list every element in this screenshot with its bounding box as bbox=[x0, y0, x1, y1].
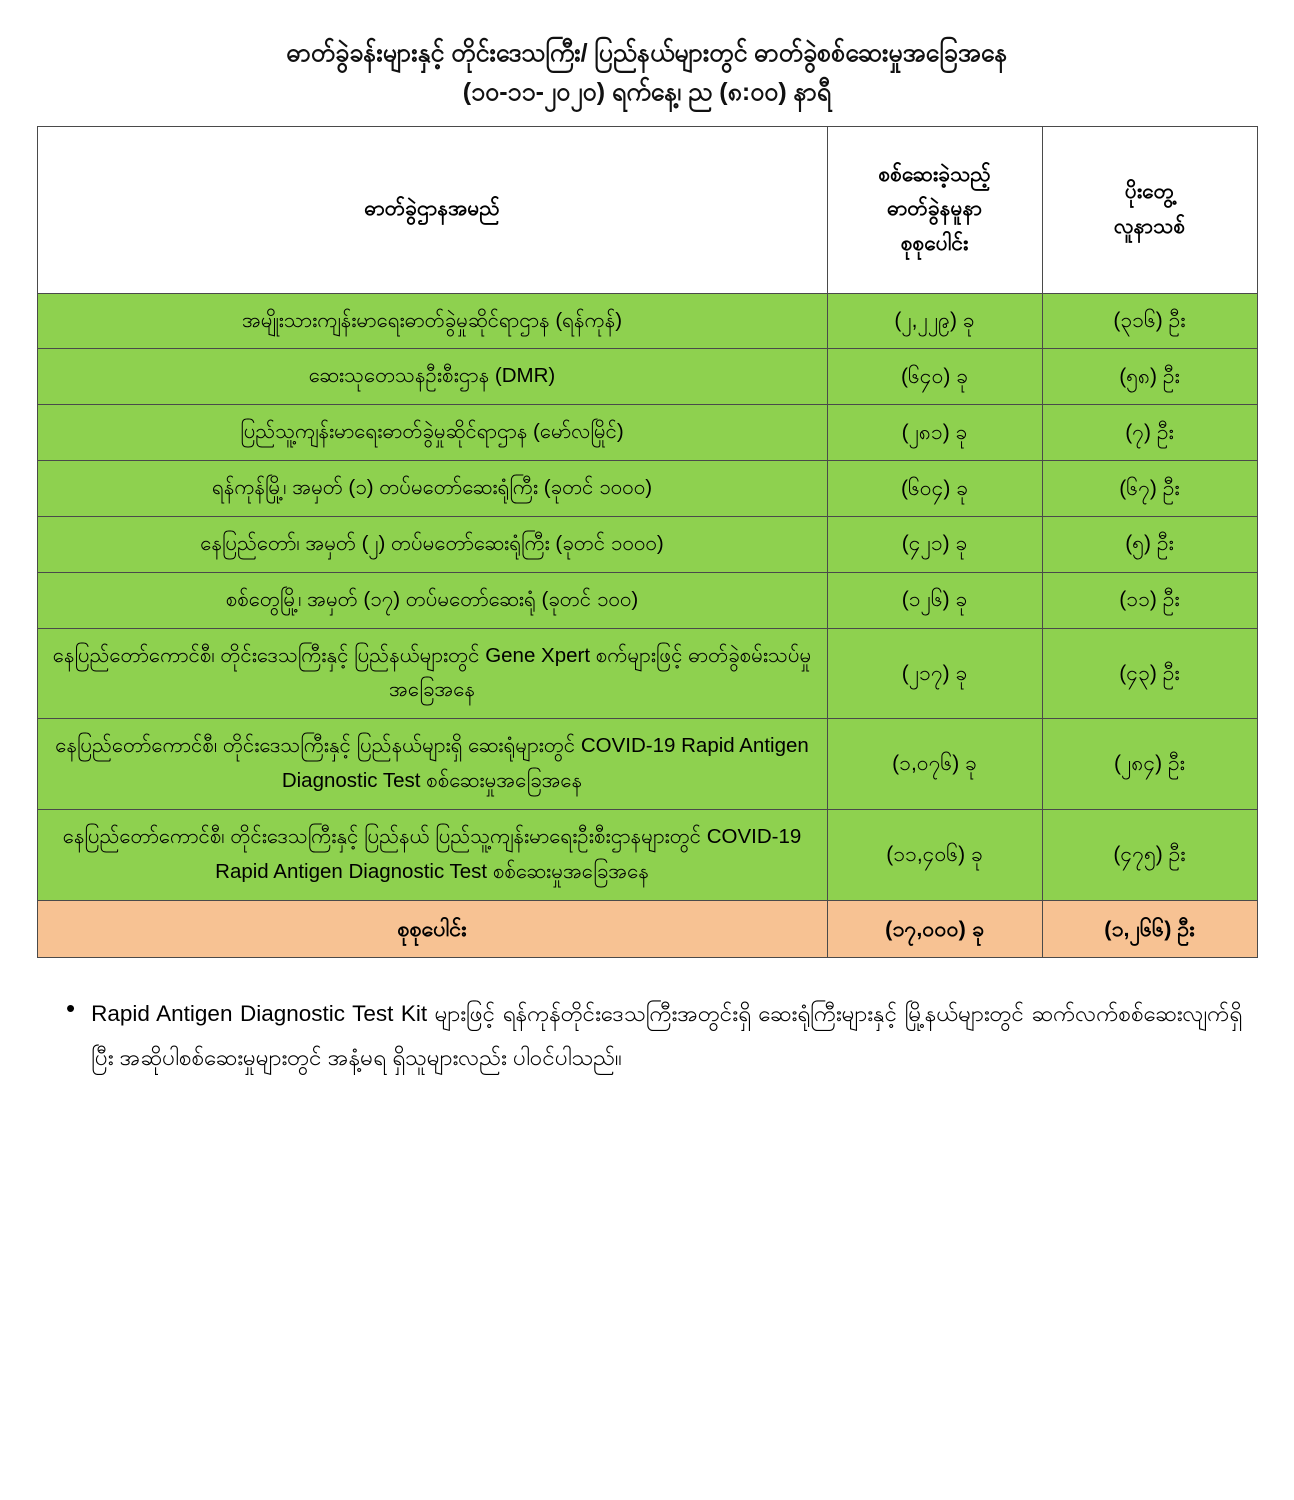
column-header-new-positive bbox=[1042, 126, 1257, 293]
total-samples: (၂,၂၂၉) ခု bbox=[827, 293, 1042, 349]
total-samples: (၁၁,၄၀၆) ခု bbox=[827, 809, 1042, 900]
lab-name: နေပြည်တော်ကောင်စီ၊ တိုင်းဒေသကြီးနှင့် ပြည်နယ်များတွင် Gene Xpert စက်များဖြင့် ဓာတ်ခွဲစမ်းသပ်မှုအခြေအနေ bbox=[37, 628, 827, 719]
note-text: Rapid Antigen Diagnostic Test Kit များဖြင့် ရန်ကုန်တိုင်းဒေသကြီးအတွင်းရှိ ဆေးရုံကြီးများနှင့် မြို့နယ်များတွင် ဆက်လက်စစ်ဆေးလျက်ရှိပြီး အဆိုပါစစ်ဆေးမှုများတွင် အနံ့မရ ရှိသူများလည်း ပါဝင်ပါသည်။ bbox=[91, 1001, 1242, 1071]
lab-name: ရန်ကုန်မြို့၊ အမှတ် (၁) တပ်မတော်ဆေးရုံကြီး (ခုတင် ၁၀၀၀) bbox=[37, 461, 827, 517]
lab-name: စစ်တွေမြို့၊ အမှတ် (၁၇) တပ်မတော်ဆေးရုံ (ခုတင် ၁၀၀) bbox=[37, 572, 827, 628]
page-title bbox=[112, 34, 1182, 112]
lab-name: ဆေးသုတေသနဦးစီးဌာန (DMR) bbox=[37, 349, 827, 405]
table-row bbox=[37, 461, 1257, 517]
lab-name: ပြည်သူ့ကျန်းမာရေးဓာတ်ခွဲမှုဆိုင်ရာဌာန (မော်လမြိုင်) bbox=[37, 405, 827, 461]
column-header-total-samples-line1: စစ်ဆေးခဲ့သည့် bbox=[878, 162, 991, 186]
table-row bbox=[37, 349, 1257, 405]
column-header-lab-name: ဓာတ်ခွဲဌာနအမည် bbox=[37, 126, 827, 293]
total-label: စုစုပေါင်း bbox=[37, 900, 827, 958]
title-line-2: (၁၀-၁၁-၂၀၂၀) ရက်နေ့၊ ည (၈:၀၀) နာရီ bbox=[462, 77, 832, 106]
total-samples: (၁၂၆) ခု bbox=[827, 572, 1042, 628]
table-row bbox=[37, 516, 1257, 572]
table-header-row bbox=[37, 126, 1257, 293]
lab-name: နေပြည်တော်ကောင်စီ၊ တိုင်းဒေသကြီးနှင့် ပြည်နယ်များရှိ ဆေးရုံများတွင် COVID-19 Rapid Antigen Diagnostic Test စစ်ဆေးမှုအခြေအနေ bbox=[37, 719, 827, 810]
table-body bbox=[37, 293, 1257, 958]
new-positive: (၄၇၅) ဦး bbox=[1042, 809, 1257, 900]
lab-name: နေပြည်တော်၊ အမှတ် (၂) တပ်မတော်ဆေးရုံကြီး (ခုတင် ၁၀၀၀) bbox=[37, 516, 827, 572]
lab-name: အမျိုးသားကျန်းမာရေးဓာတ်ခွဲမှုဆိုင်ရာဌာန (ရန်ကုန်) bbox=[37, 293, 827, 349]
column-header-new-positive-line2: လူနာသစ် bbox=[1113, 214, 1186, 238]
lab-name: နေပြည်တော်ကောင်စီ၊ တိုင်းဒေသကြီးနှင့် ပြည်နယ် ပြည်သူ့ကျန်းမာရေးဦးစီးဌာနများတွင် COVID-19 Rapid Antigen Diagnostic Test စစ်ဆေးမှုအခြေအနေ bbox=[37, 809, 827, 900]
new-positive: (၄၃) ဦး bbox=[1042, 628, 1257, 719]
column-header-total-samples bbox=[827, 126, 1042, 293]
total-samples: (၄၂၁) ခု bbox=[827, 516, 1042, 572]
total-positive-sum: (၁,၂၆၆) ဦး bbox=[1042, 900, 1257, 958]
new-positive: (၁၁) ဦး bbox=[1042, 572, 1257, 628]
new-positive: (၅၈) ဦး bbox=[1042, 349, 1257, 405]
total-samples: (၂၈၁) ခု bbox=[827, 405, 1042, 461]
list-item bbox=[52, 992, 1242, 1080]
notes-section bbox=[52, 992, 1242, 1080]
lab-testing-table bbox=[37, 126, 1258, 959]
new-positive: (၂၈၄) ဦး bbox=[1042, 719, 1257, 810]
table-row bbox=[37, 405, 1257, 461]
bullet-icon: • bbox=[66, 993, 76, 1024]
total-samples: (၆၀၄) ခု bbox=[827, 461, 1042, 517]
title-line-1: ဓာတ်ခွဲခန်းများနှင့် တိုင်းဒေသကြီး/ ပြည်နယ်များတွင် ဓာတ်ခွဲစစ်ဆေးမှုအခြေအနေ bbox=[286, 39, 1008, 67]
table-row bbox=[37, 293, 1257, 349]
total-samples: (၁,၀၇၆) ခု bbox=[827, 719, 1042, 810]
new-positive: (၅) ဦး bbox=[1042, 516, 1257, 572]
table-row bbox=[37, 809, 1257, 900]
total-samples: (၆၄၀) ခု bbox=[827, 349, 1042, 405]
table-row bbox=[37, 628, 1257, 719]
table-header bbox=[37, 126, 1257, 293]
column-header-total-samples-line2: ဓာတ်ခွဲနမူနာ bbox=[886, 197, 983, 221]
new-positive: (၃၁၆) ဦး bbox=[1042, 293, 1257, 349]
total-samples-sum: (၁၇,၀၀၀) ခု bbox=[827, 900, 1042, 958]
new-positive: (၆၇) ဦး bbox=[1042, 461, 1257, 517]
column-header-total-samples-line3: စုစုပေါင်း bbox=[900, 231, 969, 255]
table-row bbox=[37, 719, 1257, 810]
table-total-row bbox=[37, 900, 1257, 958]
total-samples: (၂၁၇) ခု bbox=[827, 628, 1042, 719]
table-row bbox=[37, 572, 1257, 628]
column-header-new-positive-line1: ပိုးတွေ့ bbox=[1124, 179, 1175, 203]
new-positive: (၇) ဦး bbox=[1042, 405, 1257, 461]
